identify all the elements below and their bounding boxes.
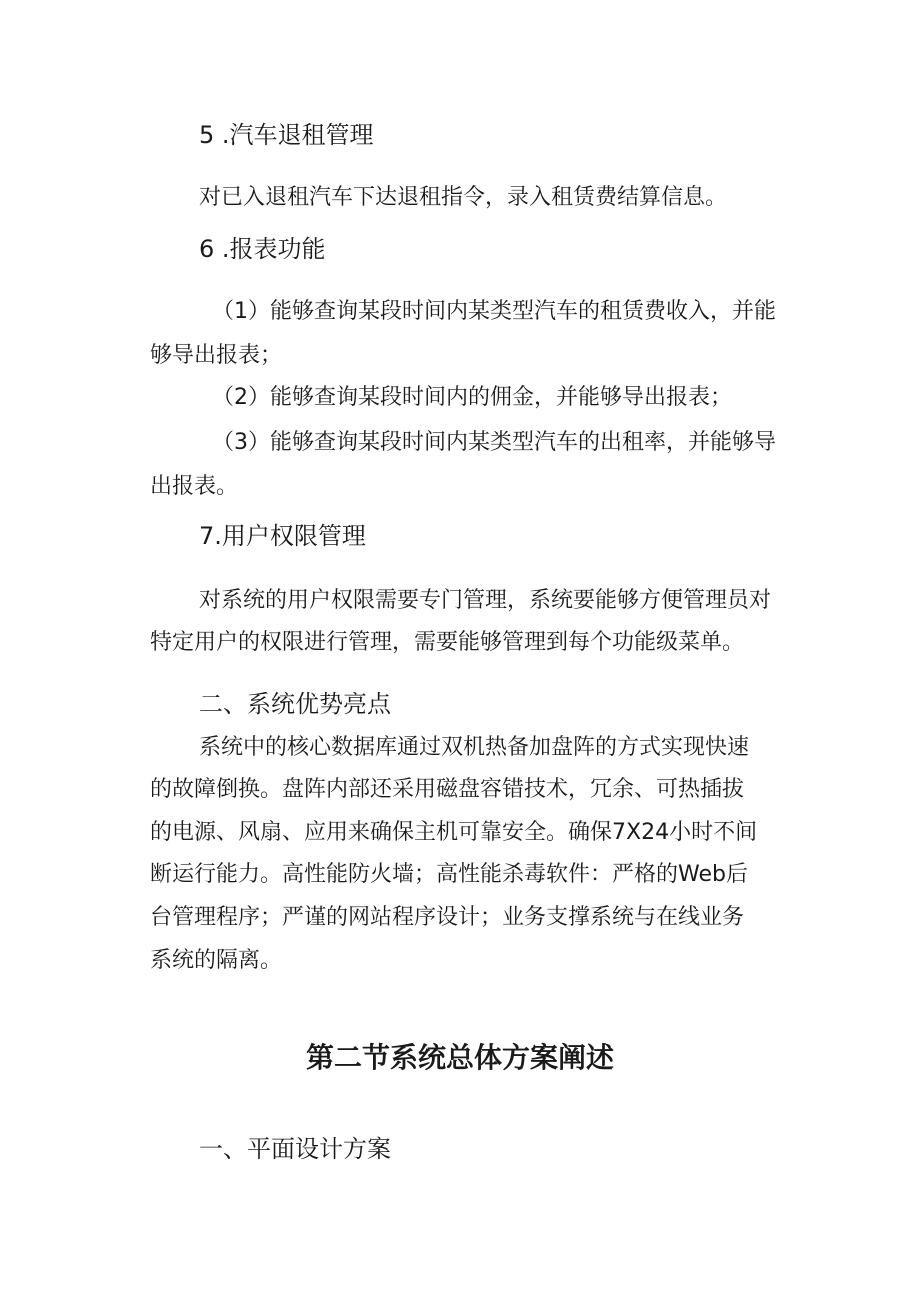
section-7-body-line-2: 特定用户的权限进行管理，需要能够管理到每个功能级菜单。 [150, 630, 745, 655]
report-item-3-line-1: （3）能够查询某段时间内某类型汽车的出租率，并能够导 [212, 430, 776, 455]
advantages-heading: 二、系统优势亮点 [199, 690, 391, 718]
section-5-body: 对已入退租汽车下达退租指令，录入租赁费结算信息。 [199, 185, 728, 210]
section-6-heading: 6 .报表功能 [199, 235, 326, 263]
advantages-line-2: 的故障倒换。盘阵内部还采用磁盘容错技术，冗余、可热插拔 [150, 777, 745, 802]
section-7-heading: 7.用户权限管理 [199, 522, 366, 550]
advantages-line-4: 断运行能力。高性能防火墙；高性能杀毒软件：严格的Web后 [150, 862, 748, 887]
section-title: 第二节系统总体方案阐述 [305, 1041, 614, 1074]
section-5-heading: 5 .汽车退租管理 [199, 121, 374, 149]
report-item-1-line-1: （1）能够查询某段时间内某类型汽车的租赁费收入，并能 [212, 299, 776, 324]
section-7-body-line-1: 对系统的用户权限需要专门管理，系统要能够方便管理员对 [199, 588, 772, 613]
report-item-2-line-1: （2）能够查询某段时间内的佣金，并能够导出报表； [212, 385, 732, 410]
plan-heading: 一、平面设计方案 [199, 1135, 391, 1163]
report-item-1-line-2: 够导出报表； [150, 343, 283, 368]
advantages-line-3: 的电源、风扇、应用来确保主机可靠安全。确保7X24小时不间 [150, 820, 758, 845]
report-item-3-line-2: 出报表。 [150, 474, 239, 499]
advantages-line-5: 台管理程序；严谨的网站程序设计；业务支撑系统与在线业务 [150, 905, 745, 930]
advantages-line-6: 系统的隔离。 [150, 948, 283, 973]
advantages-line-1: 系统中的核心数据库通过双机热备加盘阵的方式实现快速 [199, 735, 750, 760]
